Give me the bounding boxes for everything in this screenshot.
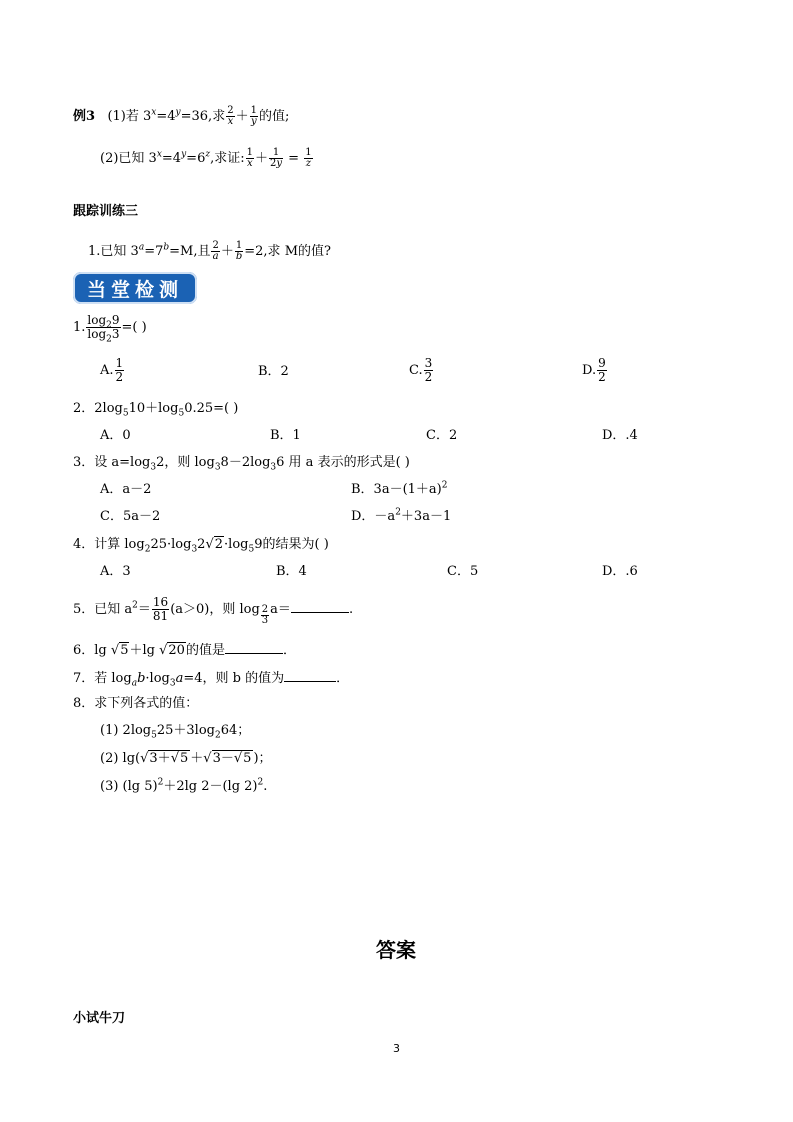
quiz-q2-option-d[interactable]: D．.4 <box>602 428 638 443</box>
quiz-q3-stem: 3．设 $a=\log_32$，则 $\log_38-2\log_36$ 用 a 表示的形式是( ) <box>73 455 410 473</box>
practice3-heading: 跟踪训练三 <box>73 204 139 219</box>
quiz-q6-stem: 6．lg √5＋lg √20的值是 ． <box>73 643 296 658</box>
quiz-q2-option-b[interactable]: B．1 <box>270 428 301 443</box>
example3-part1: 例3 (1)若 $3^x=4^y=36$,求 $\frac{2}{x}$ ＋ $\frac{1}{y}$ 的值; <box>73 105 290 127</box>
quiz-q8-part3: (3) (lg 5)$^2$＋2lg 2－(lg 2)$^2$. <box>100 777 268 794</box>
example3-part2: (2)已知 $3^x=4^y=6^z$,求证: $\frac{1}{x}$ ＋ $\frac{1}{2y}$ = $\frac{1}{z}$ <box>100 147 312 169</box>
page-number: 3 <box>393 1042 400 1055</box>
quiz-q2-option-c[interactable]: C．2 <box>426 428 458 443</box>
quiz-q3-option-a[interactable]: A．a－2 <box>100 482 152 497</box>
quiz-q4-option-a[interactable]: A．3 <box>100 564 131 579</box>
practice3-question1: 1.已知 $3^a=7^b=M$,且 $\frac{2}{a}$ ＋ $\frac{1}{b}$ =2,求 M的值? <box>88 240 331 262</box>
quiz-q1-stem: 1. $\frac{\log_29}{\log_23}$ =( ) <box>73 313 147 345</box>
quiz-q5-stem: 5．已知 $a^2=$ $\frac{16}{81}$ (a＞0)，则 log $\frac{2}{3}$ a＝ . <box>73 595 354 626</box>
quiz-q4-option-b[interactable]: B．4 <box>276 564 307 579</box>
quiz-q8-part2: (2) lg(√3＋√5 ＋√3－√5 )； <box>100 751 272 766</box>
quiz-q5-answer-blank[interactable] <box>291 600 349 613</box>
quiz-q1-option-d[interactable]: D. $\frac{9}{2}$ <box>582 356 606 384</box>
frac-2-over-x: $\frac{2}{x}$ <box>227 105 234 127</box>
quiz-q4-option-d[interactable]: D．.6 <box>602 564 638 579</box>
quiz-q7-stem: 7．若 $\log_ab\cdot\log_3a=4$，则 b 的值为 ． <box>73 671 350 689</box>
quiz-q7-answer-blank[interactable] <box>284 669 336 682</box>
quiz-q6-answer-blank[interactable] <box>225 641 283 654</box>
quiz-q1-option-a[interactable]: A. $\frac{1}{2}$ <box>100 356 124 384</box>
quiz-q1-option-b[interactable]: B．2 <box>258 364 289 379</box>
quiz-q1-option-c[interactable]: C. $\frac{3}{2}$ <box>409 356 433 384</box>
quiz-q4-stem: 4．计算 $\log_225\cdot\log_32√2\cdot\log_59$的结果为( ) <box>73 537 329 555</box>
quiz-q3-option-b[interactable]: B．$3a-(1+a)^2$ <box>351 480 448 497</box>
quiz-q3-option-c[interactable]: C．5a－2 <box>100 509 161 524</box>
quiz-q3-option-d[interactable]: D．$-a^2+3a-1$ <box>351 507 452 524</box>
quiz-q8-stem: 8．求下列各式的值： <box>73 696 199 711</box>
answers-section-heading: 小试牛刀 <box>73 1011 126 1026</box>
quiz-q2-stem: 2．$2\log_510+\log_50.25=$( ) <box>73 401 239 419</box>
frac-1-over-y: $\frac{1}{y}$ <box>250 105 257 127</box>
answers-title: 答案 <box>376 938 416 962</box>
quiz-q8-part1: (1) $2\log_525+3\log_264$； <box>100 723 251 741</box>
quiz-q4-option-c[interactable]: C．5 <box>447 564 479 579</box>
quiz-q2-option-a[interactable]: A．0 <box>100 428 131 443</box>
example3-label: 例3 <box>73 109 96 124</box>
classroom-test-banner: 当堂检测 <box>73 272 197 304</box>
